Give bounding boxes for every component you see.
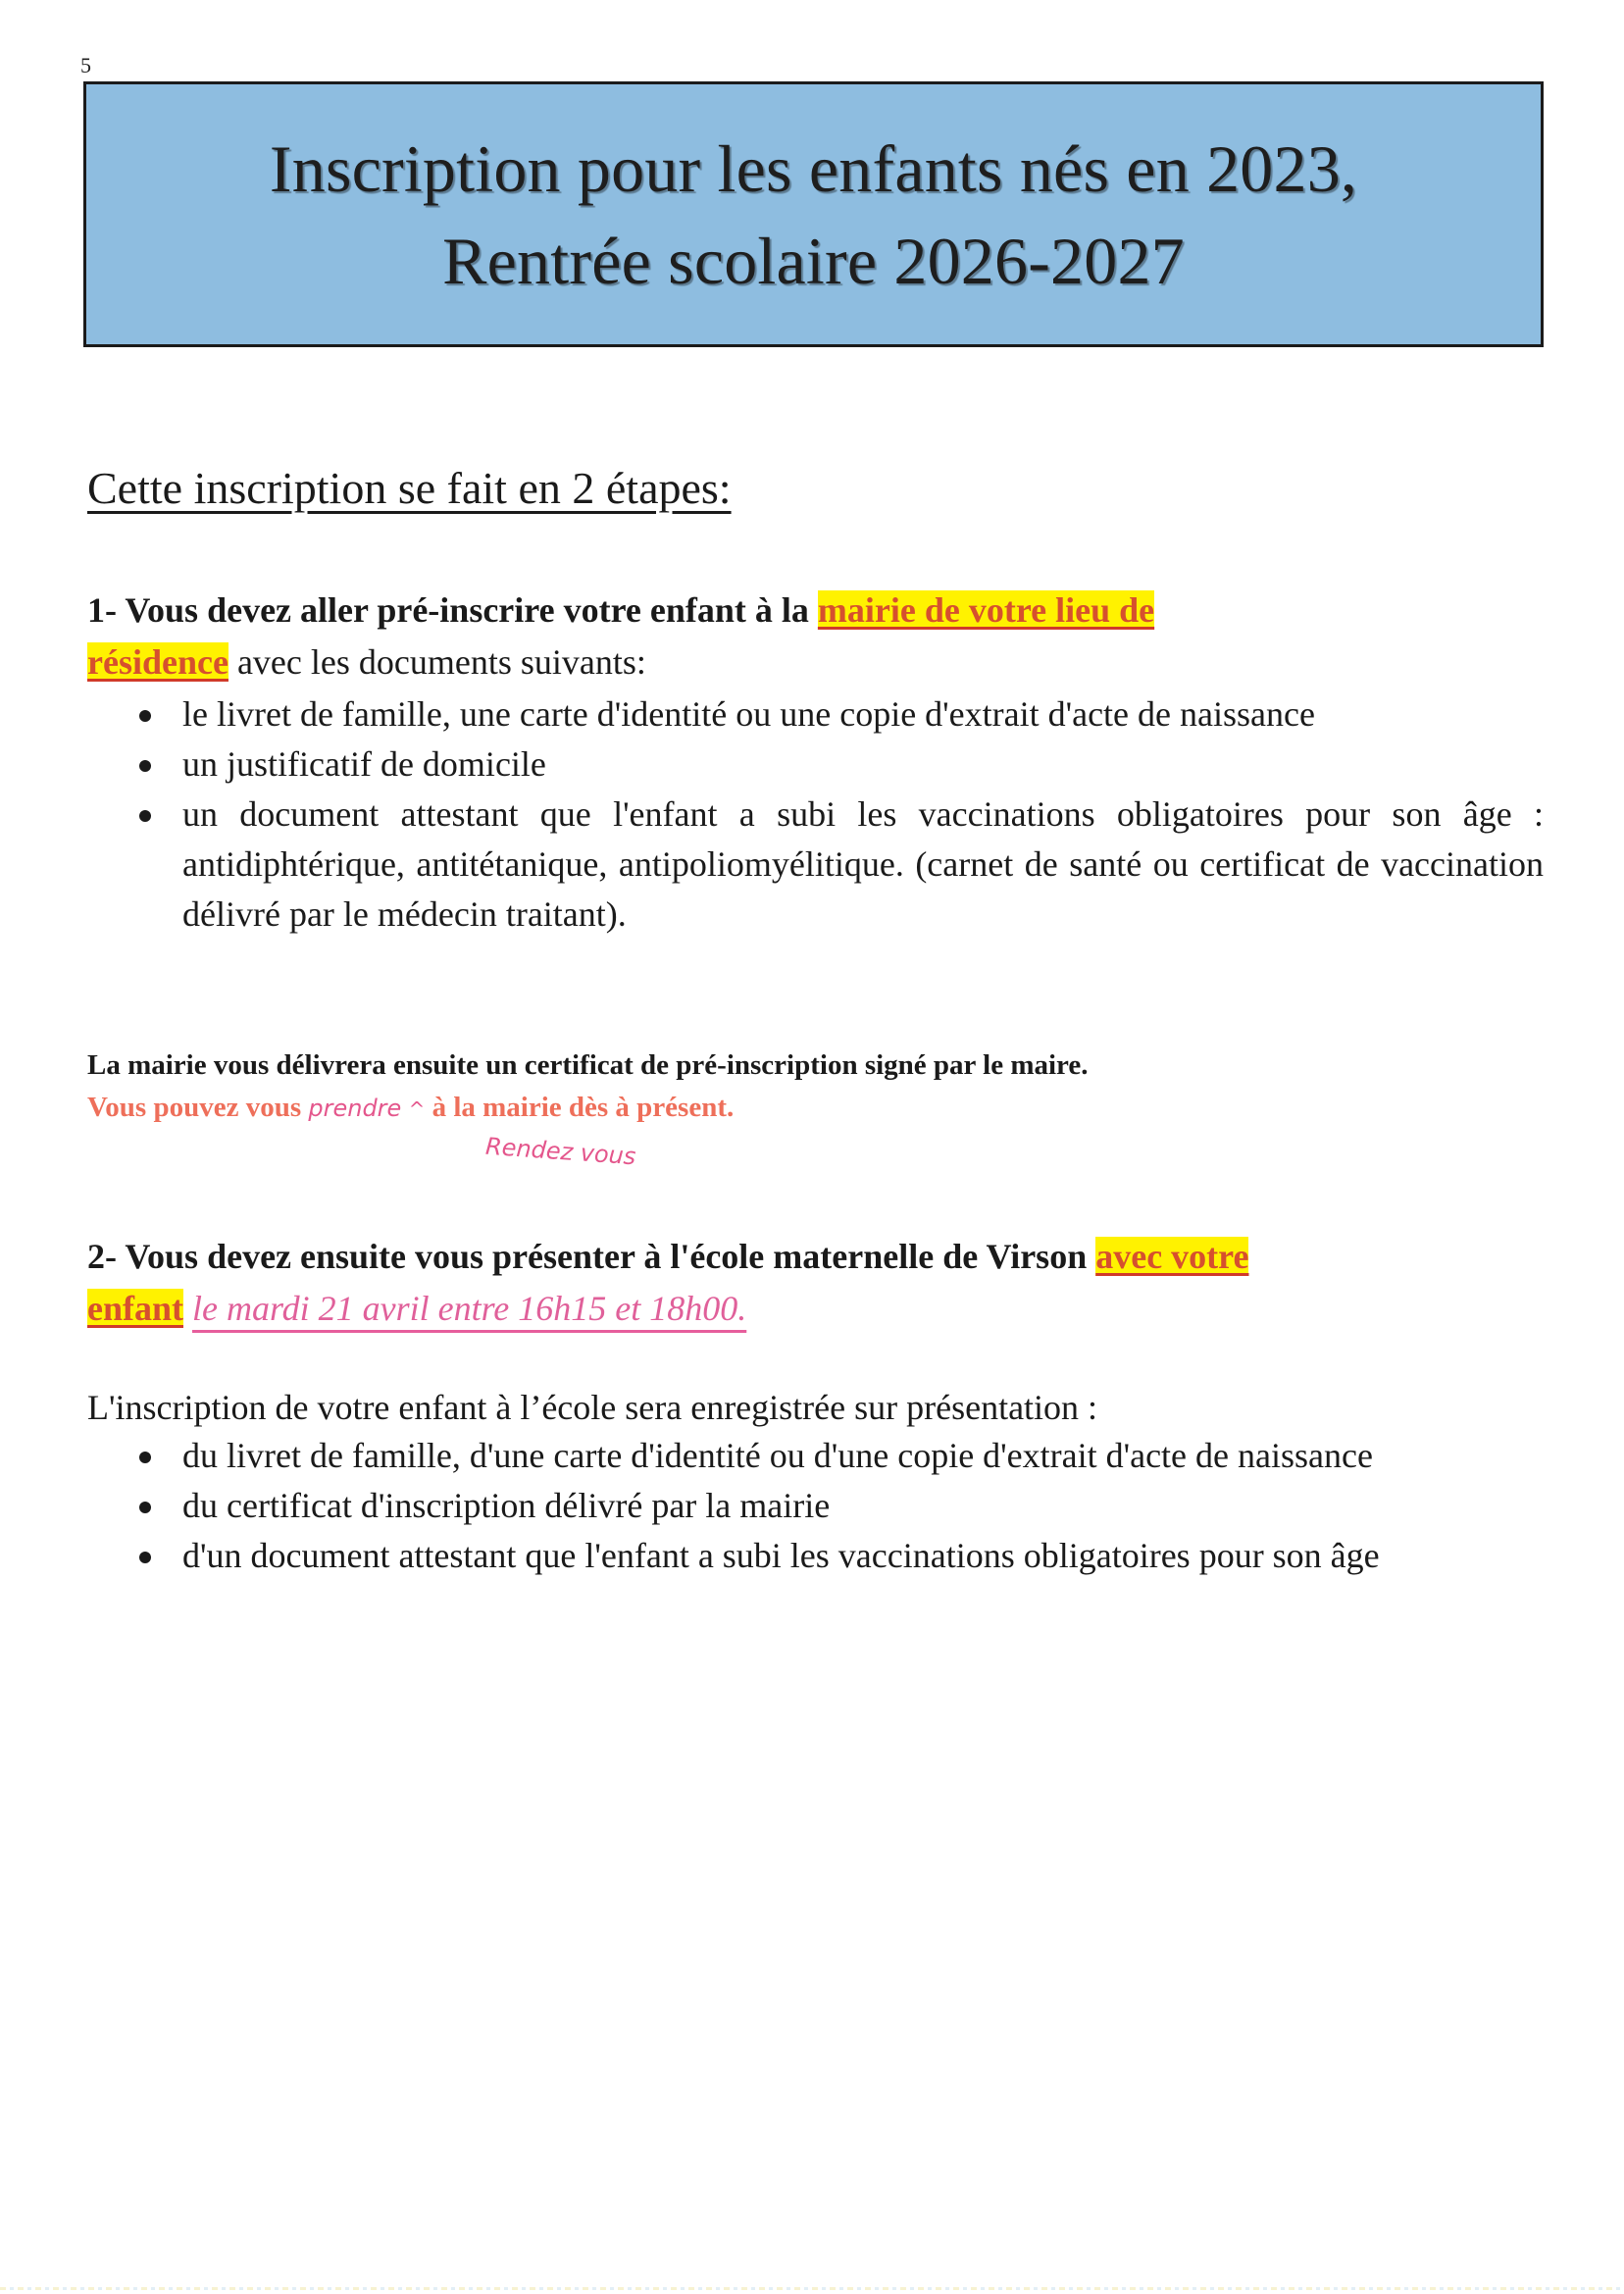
list-item-text: un justificatif de domicile (182, 744, 546, 784)
school-document-list (135, 1431, 1544, 1581)
list-item (135, 689, 1544, 739)
bullet-icon (139, 1452, 151, 1463)
step-1-highlight-mairie: mairie de votre lieu de (817, 590, 1155, 630)
appointment-date: le mardi 21 avril entre 16h15 et 18h00. (192, 1289, 747, 1328)
step-1-paragraph (87, 585, 1544, 688)
title-line-2: Rentrée scolaire 2026-2027 (442, 223, 1185, 298)
step-1-document-list (135, 689, 1544, 940)
section-heading: Cette inscription se fait en 2 étapes: (87, 463, 732, 513)
title-line-1: Inscription pour les enfants nés en 2023, (269, 130, 1358, 206)
appointment-note-before: Vous pouvez vous (87, 1092, 309, 1123)
handwritten-correction: prendre (308, 1095, 402, 1122)
step-1-highlight-residence: résidence (87, 642, 228, 682)
appointment-note-after: à la mairie dès à présent. (425, 1092, 735, 1123)
list-item-text: du livret de famille, d'une carte d'identité ou d'une copie d'extrait d'acte de naissance (182, 1436, 1373, 1475)
list-item (135, 739, 1544, 790)
step-1-tail: avec les documents suivants: (228, 642, 646, 682)
bullet-icon (139, 1552, 151, 1563)
mairie-note: La mairie vous délivrera ensuite un certificat de pré-inscription signé par le maire. (87, 1049, 1089, 1081)
scan-edge-artifact (0, 2287, 1624, 2290)
list-item-text: un document attestant que l'enfant a subi les vaccinations obligatoires pour son âge : antidiphtérique, antitétanique, antipoliomyélitique. (carnet de santé ou certificat de vaccination délivré par le médecin traitant). (182, 794, 1544, 934)
appointment-note (87, 1088, 734, 1129)
step-2-paragraph (87, 1231, 1544, 1335)
list-item-text: du certificat d'inscription délivré par la mairie (182, 1486, 831, 1525)
list-item (135, 1431, 1544, 1481)
insertion-caret-icon: ^ (408, 1097, 426, 1121)
step-2-highlight-enfant: enfant (87, 1289, 183, 1328)
bullet-icon (139, 710, 151, 722)
list-item (135, 1531, 1544, 1581)
school-registration-intro: L'inscription de votre enfant à l’école sera enregistrée sur présentation : (87, 1388, 1098, 1427)
list-item (135, 1481, 1544, 1531)
step-2-lead: 2- Vous devez ensuite vous présenter à l'école maternelle de Virson (87, 1237, 1096, 1276)
list-item-text: d'un document attestant que l'enfant a subi les vaccinations obligatoires pour son âge (182, 1536, 1380, 1575)
step-2-highlight-avec-votre: avec votre (1095, 1237, 1249, 1276)
title-banner (83, 81, 1544, 347)
list-item (135, 790, 1544, 940)
page-number: 5 (80, 53, 91, 77)
bullet-icon (139, 760, 151, 772)
bullet-icon (139, 810, 151, 822)
step-1-lead: 1- Vous devez aller pré-inscrire votre enfant à la (87, 590, 818, 630)
handwritten-insert: Rendez vous (484, 1132, 637, 1171)
list-item-text: le livret de famille, une carte d'identité ou une copie d'extrait d'acte de naissance (182, 694, 1315, 734)
bullet-icon (139, 1502, 151, 1513)
